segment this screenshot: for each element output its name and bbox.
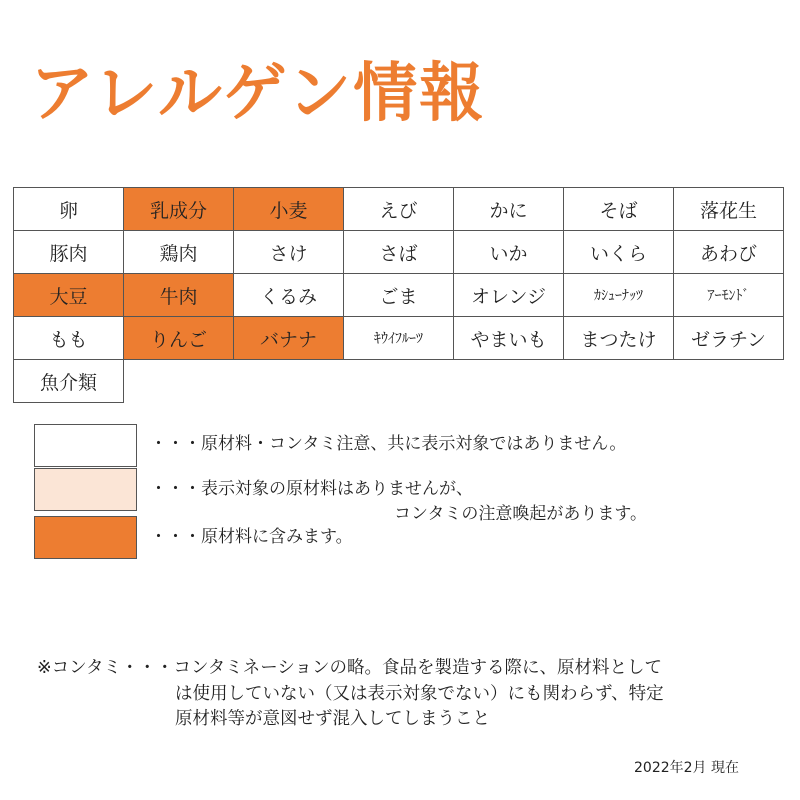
empty-cell (454, 360, 564, 403)
allergen-cell: 豚肉 (14, 231, 124, 274)
allergen-cell: ｱｰﾓﾝﾄﾞ (674, 274, 784, 317)
allergen-cell: えび (344, 188, 454, 231)
allergen-cell: かに (454, 188, 564, 231)
allergen-cell: いか (454, 231, 564, 274)
allergen-cell: 鶏肉 (124, 231, 234, 274)
allergen-cell: 魚介類 (14, 360, 124, 403)
allergen-cell: いくら (564, 231, 674, 274)
allergen-cell: ｷｳｲﾌﾙｰﾂ (344, 317, 454, 360)
allergen-row (14, 231, 784, 274)
legend-text-contamination-1: ・・・表示対象の原材料はありませんが、 (150, 479, 473, 499)
allergen-cell: りんご (124, 317, 234, 360)
page-title: アレルゲン情報 (30, 57, 486, 131)
allergen-cell: そば (564, 188, 674, 231)
date-label: 2022年2月 現在 (634, 760, 739, 776)
legend-swatch-contains (34, 516, 137, 559)
empty-cell (344, 360, 454, 403)
allergen-cell: 落花生 (674, 188, 784, 231)
allergen-cell: さけ (234, 231, 344, 274)
empty-cell (674, 360, 784, 403)
allergen-table (13, 187, 784, 403)
allergen-cell: ｶｼｭｰﾅｯﾂ (564, 274, 674, 317)
legend-text-none: ・・・原材料・コンタミ注意、共に表示対象ではありません。 (150, 434, 627, 454)
legend-text-contamination-2: コンタミの注意喚起があります。 (394, 504, 647, 524)
allergen-cell: やまいも (454, 317, 564, 360)
allergen-row (14, 360, 784, 403)
allergen-cell: あわび (674, 231, 784, 274)
allergen-row (14, 317, 784, 360)
allergen-cell: まつたけ (564, 317, 674, 360)
empty-cell (564, 360, 674, 403)
legend-swatch-contamination (34, 468, 137, 511)
empty-cell (234, 360, 344, 403)
allergen-cell: 牛肉 (124, 274, 234, 317)
allergen-cell: もも (14, 317, 124, 360)
allergen-cell: ゼラチン (674, 317, 784, 360)
allergen-row (14, 188, 784, 231)
legend-swatch-none (34, 424, 137, 467)
note-line-2: は使用していない（又は表示対象でない）にも関わらず、特定 (175, 684, 664, 704)
note-line-3: 原材料等が意図せず混入してしまうこと (175, 709, 490, 729)
allergen-row (14, 274, 784, 317)
allergen-cell: バナナ (234, 317, 344, 360)
allergen-cell: さば (344, 231, 454, 274)
allergen-cell: 卵 (14, 188, 124, 231)
allergen-cell: ごま (344, 274, 454, 317)
allergen-cell: 小麦 (234, 188, 344, 231)
allergen-cell: くるみ (234, 274, 344, 317)
allergen-cell: 大豆 (14, 274, 124, 317)
allergen-cell: 乳成分 (124, 188, 234, 231)
legend-text-contains: ・・・原材料に含みます。 (150, 527, 353, 547)
note-line-1: ※コンタミ・・・コンタミネーションの略。食品を製造する際に、原材料として (37, 658, 663, 678)
allergen-cell: オレンジ (454, 274, 564, 317)
empty-cell (124, 360, 234, 403)
